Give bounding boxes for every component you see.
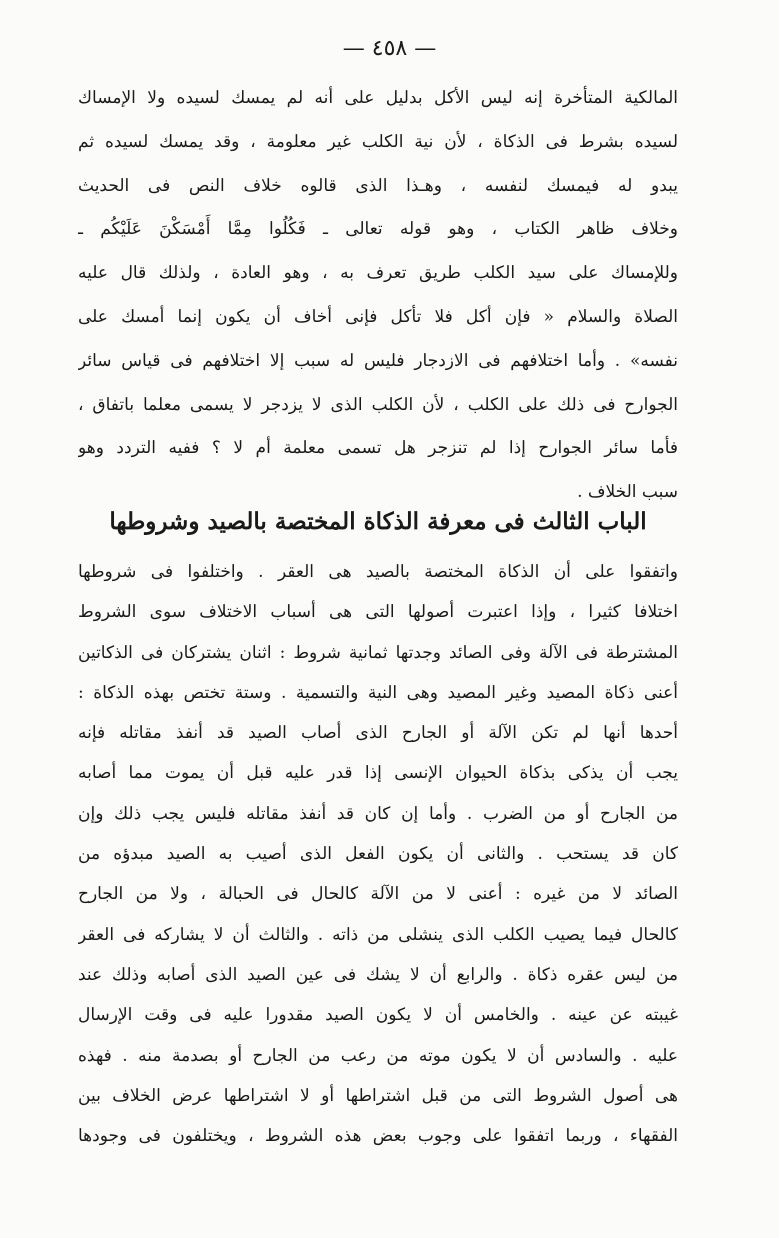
page-number: — ٤٥٨ — <box>342 36 437 61</box>
text-line: الصلاة والسلام « فإن أكل فلا تأكل فإنى أخاف أن يكون إنما أمسك على <box>78 306 678 327</box>
text-line: المالكية المتأخرة إنه ليس الأكل بدليل على أنه لم يمسك لسيده ولا الإمساك <box>78 88 678 108</box>
text-line: وخلاف ظاهر الكتاب ، وهو قوله تعالى ـ فَكُلُوا مِمَّا أَمْسَكْنَ عَلَيْكُم ـ <box>78 219 678 240</box>
text-line: واتفقوا على أن الذكاة المختصة بالصيد هى العقر . واختلفوا فى شروطها <box>78 562 678 582</box>
text-line: يجب أن يذكى بذكاة الحيوان الإنسى إذا قدر عليه قبل أن يموت مما أصابه <box>78 763 678 784</box>
paragraph-hunting-restraint <box>78 77 678 515</box>
text-line: من ليس عقره ذكاة . والرابع أن لا يشك فى عين الصيد الذى أصابه وذلك عند <box>78 964 678 985</box>
text-line: أعنى ذكاة المصيد وغير المصيد وهى النية والتسمية . وستة تختص بهذه الذكاة : <box>78 682 678 703</box>
text-line: كان قد يستحب . والثانى أن يكون الفعل الذى أصيب به الصيد مبدؤه من <box>78 844 678 865</box>
text-line: الفقهاء ، وربما اتفقوا على وجوب بعض هذه الشروط ، ويختلفون فى وجودها <box>78 1126 678 1147</box>
text-line: لسيده بشرط فى الذكاة ، لأن نية الكلب غير معلومة ، وقد يمسك لسيده ثم <box>78 131 678 152</box>
text-line: من الجارح أو من الضرب . وأما إن كان قد أنفذ مقاتله فليس يجب ذلك وإن <box>78 803 678 824</box>
text-line: الجوارح فى ذلك على الكلب ، لأن الكلب الذى لا يزدجر لا يسمى معلما باتفاق ، <box>78 394 678 415</box>
text-line: فأما سائر الجوارح إذا لم تنزجر هل تسمى معلمة أم لا ؟ ففيه التردد وهو <box>78 438 678 459</box>
text-line: عليه . والسادس أن لا يكون موته من رعب من الجارح أو بصدمة منه . فهذه <box>78 1045 678 1066</box>
text-line: اختلافا كثيرا ، وإذا اعتبرت أصولها التى هى أسباب الاختلاف سوى الشروط <box>78 602 678 623</box>
text-line: هى أصول الشروط التى من قبل اشتراطها أو لا اشتراطها عرض الخلاف بين <box>78 1085 678 1106</box>
text-line: المشترطة فى الآلة وفى الصائد وجدتها ثمانية شروط : اثنان يشتركان فى الذكاتين <box>78 642 678 663</box>
text-line: سبب الخلاف . <box>577 482 678 503</box>
paragraph-slaughter-conditions <box>78 552 678 1156</box>
text-line: نفسه» . وأما اختلافهم فى الازدجار فليس له سبب إلا اختلافهم فى قياس سائر <box>78 350 678 371</box>
text-line: كالحال فيما يصيب الكلب الذى ينشلى من ذاته . والثالث أن لا يشاركه فى العقر <box>78 924 678 945</box>
text-line: أحدها أنها لم تكن الآلة أو الجارح الذى أصاب الصيد قد أنفذ مقاتله فإنه <box>78 723 678 744</box>
text-line: يبدو له فيمسك لنفسه ، وهـذا الذى قالوه خلاف النص فى الحديث <box>78 175 678 196</box>
text-line: الصائد لا من غيره : أعنى لا من الآلة كالحال فى الحبالة ، ولا من الجارح <box>78 884 678 905</box>
chapter-title: الباب الثالث فى معرفة الذكاة المختصة بالصيد وشروطها <box>109 508 647 535</box>
text-line: غيبته عن عينه . والخامس أن لا يكون الصيد مقدورا عليه فى وقت الإرسال <box>78 1005 678 1026</box>
text-line: وللإمساك على سيد الكلب طريق تعرف به ، وهو العادة ، ولذلك قال عليه <box>78 263 678 284</box>
